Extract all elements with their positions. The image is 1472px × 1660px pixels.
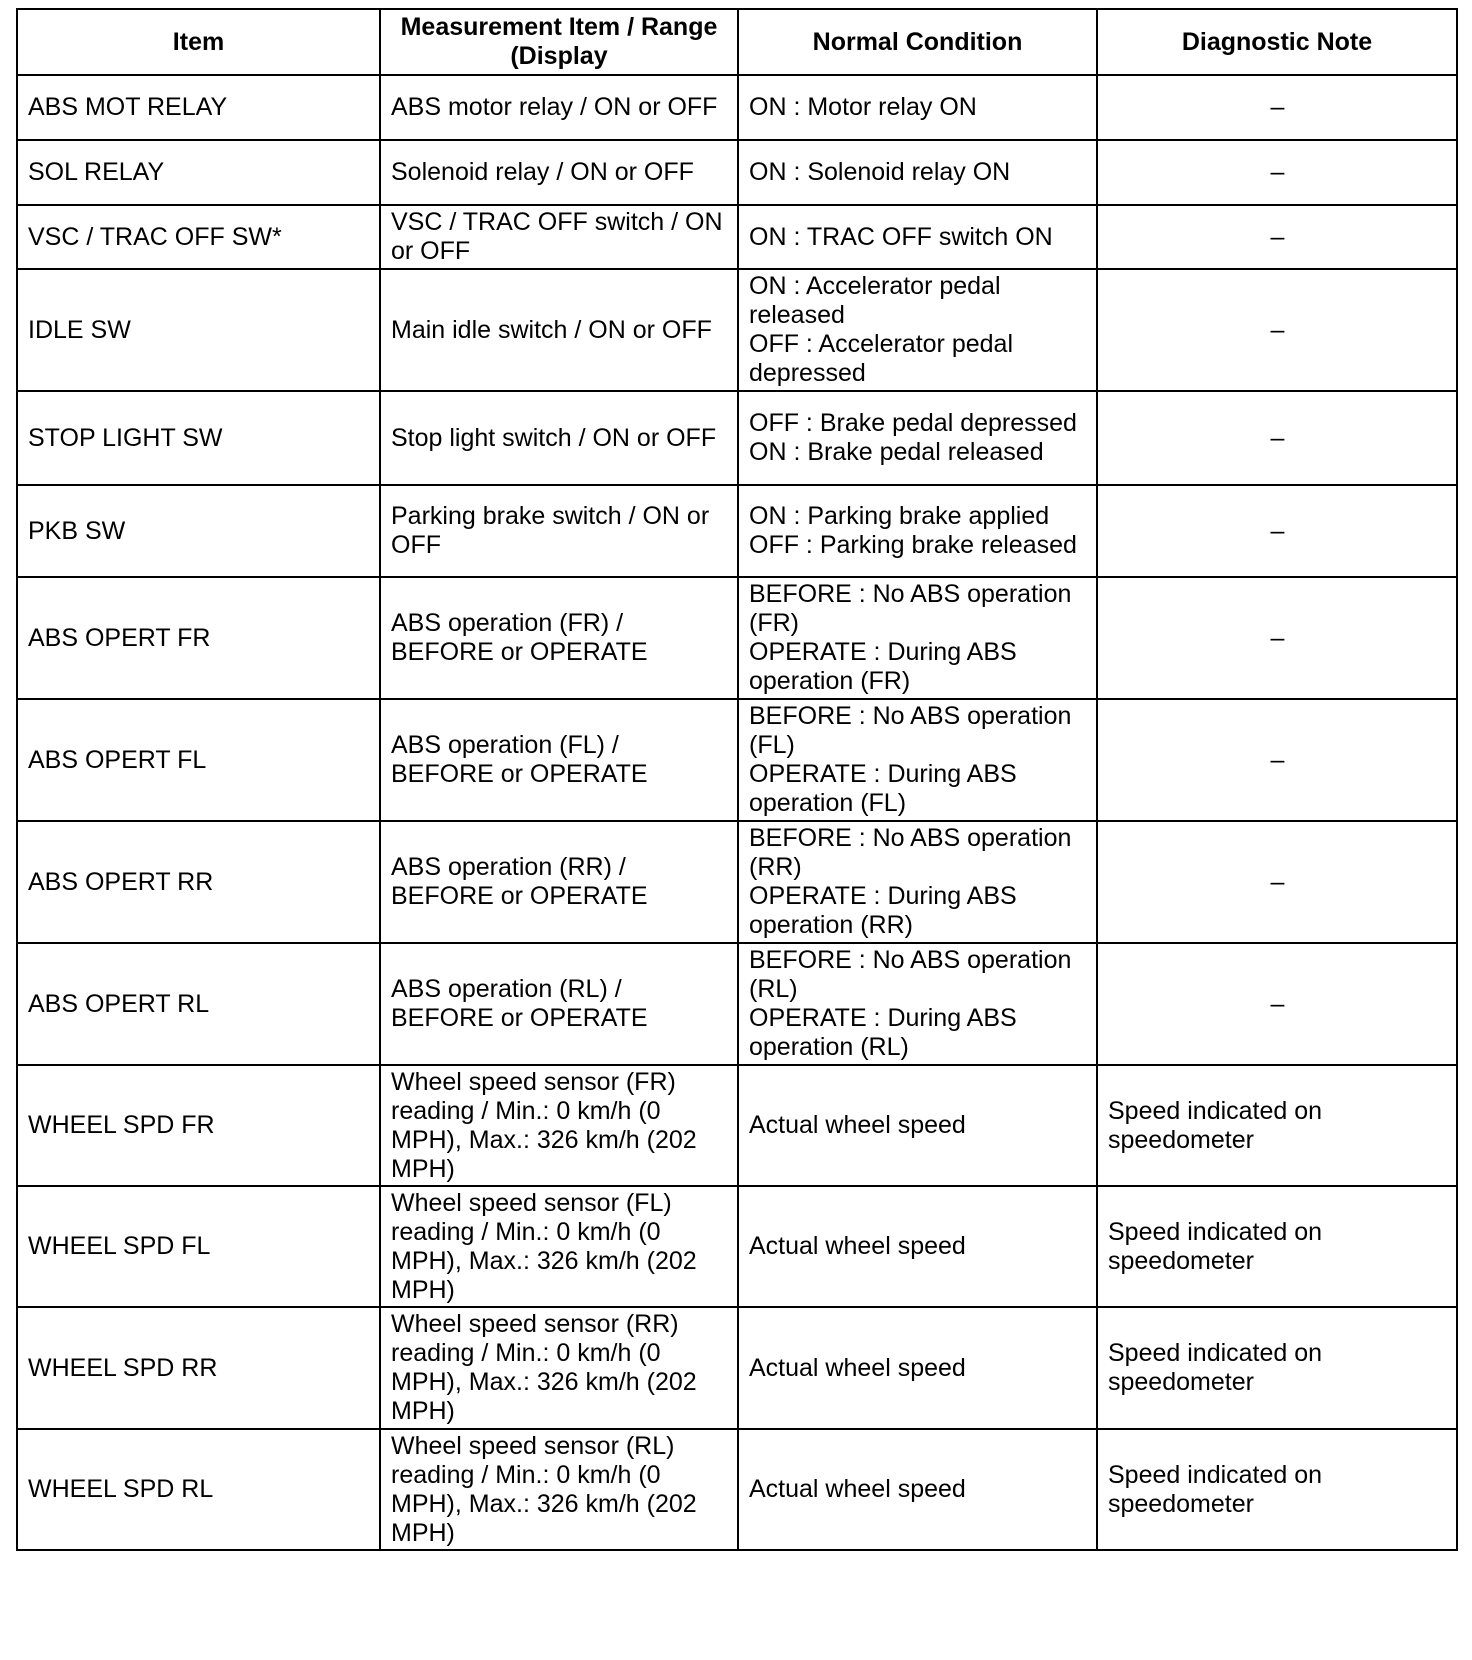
condition-line: BEFORE : No ABS operation (FL) (749, 702, 1072, 759)
condition-line: OPERATE : During ABS operation (RR) (749, 882, 1017, 939)
cell-measurement: ABS operation (RL) / BEFORE or OPERATE (380, 943, 738, 1065)
cell-normal-condition (738, 943, 1097, 1065)
table-row (17, 75, 1457, 140)
cell-measurement: ABS motor relay / ON or OFF (380, 75, 738, 140)
cell-normal-condition (738, 140, 1097, 205)
table-row (17, 485, 1457, 577)
cell-diagnostic-note: Speed indicated on speedometer (1097, 1307, 1457, 1429)
header-measurement: Measurement Item / Range (Display (380, 9, 738, 75)
cell-diagnostic-note: Speed indicated on speedometer (1097, 1429, 1457, 1550)
table-row (17, 269, 1457, 391)
cell-normal-condition (738, 577, 1097, 699)
condition-line: Actual wheel speed (749, 1353, 966, 1382)
condition-line: OPERATE : During ABS operation (FL) (749, 760, 1017, 817)
cell-diagnostic-note: – (1097, 205, 1457, 269)
cell-diagnostic-note: Speed indicated on speedometer (1097, 1065, 1457, 1186)
condition-line: Actual wheel speed (749, 1111, 966, 1139)
cell-normal-condition (738, 1065, 1097, 1186)
condition-line: Actual wheel speed (749, 1232, 966, 1260)
condition-line: ON : Solenoid relay ON (749, 158, 1011, 186)
cell-item: ABS OPERT RL (17, 943, 380, 1065)
cell-item: ABS MOT RELAY (17, 75, 380, 140)
table-row (17, 821, 1457, 943)
table-row (17, 391, 1457, 485)
cell-measurement: Parking brake switch / ON or OFF (380, 485, 738, 577)
condition-line: ON : Accelerator pedal released (749, 272, 1001, 329)
condition-line: Actual wheel speed (749, 1475, 966, 1503)
table-row (17, 1065, 1457, 1186)
condition-line: OPERATE : During ABS operation (FR) (749, 638, 1017, 695)
table-row (17, 577, 1457, 699)
cell-item: WHEEL SPD FL (17, 1186, 380, 1307)
cell-item: ABS OPERT RR (17, 821, 380, 943)
cell-diagnostic-note: – (1097, 577, 1457, 699)
cell-item: VSC / TRAC OFF SW* (17, 205, 380, 269)
condition-line: ON : Parking brake applied (749, 502, 1050, 530)
cell-diagnostic-note: – (1097, 269, 1457, 391)
cell-item: ABS OPERT FR (17, 577, 380, 699)
cell-normal-condition (738, 485, 1097, 577)
cell-item: WHEEL SPD RL (17, 1429, 380, 1550)
cell-item: PKB SW (17, 485, 380, 577)
table-row (17, 1307, 1457, 1429)
cell-normal-condition (738, 1307, 1097, 1429)
cell-normal-condition (738, 205, 1097, 269)
cell-normal-condition (738, 75, 1097, 140)
cell-measurement: Stop light switch / ON or OFF (380, 391, 738, 485)
cell-diagnostic-note: – (1097, 140, 1457, 205)
cell-normal-condition (738, 391, 1097, 485)
table-row (17, 140, 1457, 205)
table-header (17, 9, 1457, 75)
cell-measurement: ABS operation (FR) / BEFORE or OPERATE (380, 577, 738, 699)
header-row (17, 9, 1457, 75)
header-item: Item (17, 9, 380, 75)
data-list-table (16, 8, 1458, 1551)
condition-line: ON : Motor relay ON (749, 93, 977, 121)
condition-line: BEFORE : No ABS operation (FR) (749, 580, 1072, 637)
cell-measurement: Wheel speed sensor (RR) reading / Min.: 0 km/h (0 MPH), Max.: 326 km/h (202 MPH) (380, 1307, 738, 1429)
cell-item: IDLE SW (17, 269, 380, 391)
condition-line: ON : Brake pedal released (749, 438, 1044, 466)
header-normal-condition: Normal Condition (738, 9, 1097, 75)
cell-normal-condition (738, 1429, 1097, 1550)
condition-line: BEFORE : No ABS operation (RL) (749, 946, 1072, 1003)
cell-normal-condition (738, 1186, 1097, 1307)
cell-measurement: Wheel speed sensor (FL) reading / Min.: 0 km/h (0 MPH), Max.: 326 km/h (202 MPH) (380, 1186, 738, 1307)
cell-measurement: ABS operation (RR) / BEFORE or OPERATE (380, 821, 738, 943)
cell-measurement: VSC / TRAC OFF switch / ON or OFF (380, 205, 738, 269)
table-row (17, 1429, 1457, 1550)
cell-item: ABS OPERT FL (17, 699, 380, 821)
cell-normal-condition (738, 269, 1097, 391)
cell-diagnostic-note: – (1097, 485, 1457, 577)
cell-diagnostic-note: – (1097, 943, 1457, 1065)
table-row (17, 699, 1457, 821)
condition-line: OFF : Parking brake released (749, 531, 1077, 559)
condition-line: BEFORE : No ABS operation (RR) (749, 824, 1072, 881)
condition-line: ON : TRAC OFF switch ON (749, 222, 1053, 251)
cell-diagnostic-note: – (1097, 699, 1457, 821)
cell-diagnostic-note: – (1097, 75, 1457, 140)
cell-normal-condition (738, 699, 1097, 821)
table-row (17, 205, 1457, 269)
cell-measurement: Main idle switch / ON or OFF (380, 269, 738, 391)
cell-diagnostic-note: – (1097, 391, 1457, 485)
cell-diagnostic-note: Speed indicated on speedometer (1097, 1186, 1457, 1307)
condition-line: OFF : Accelerator pedal depressed (749, 330, 1014, 387)
cell-measurement: Wheel speed sensor (FR) reading / Min.: 0 km/h (0 MPH), Max.: 326 km/h (202 MPH) (380, 1065, 738, 1186)
condition-line: OFF : Brake pedal depressed (749, 409, 1077, 437)
cell-measurement: Solenoid relay / ON or OFF (380, 140, 738, 205)
table-row (17, 943, 1457, 1065)
cell-item: SOL RELAY (17, 140, 380, 205)
condition-line: OPERATE : During ABS operation (RL) (749, 1004, 1017, 1061)
cell-normal-condition (738, 821, 1097, 943)
cell-measurement: Wheel speed sensor (RL) reading / Min.: 0 km/h (0 MPH), Max.: 326 km/h (202 MPH) (380, 1429, 738, 1550)
table-body (17, 75, 1457, 1550)
cell-item: WHEEL SPD FR (17, 1065, 380, 1186)
data-table-container (16, 8, 1456, 1551)
cell-item: WHEEL SPD RR (17, 1307, 380, 1429)
table-row (17, 1186, 1457, 1307)
cell-item: STOP LIGHT SW (17, 391, 380, 485)
header-diagnostic-note: Diagnostic Note (1097, 9, 1457, 75)
cell-measurement: ABS operation (FL) / BEFORE or OPERATE (380, 699, 738, 821)
cell-diagnostic-note: – (1097, 821, 1457, 943)
